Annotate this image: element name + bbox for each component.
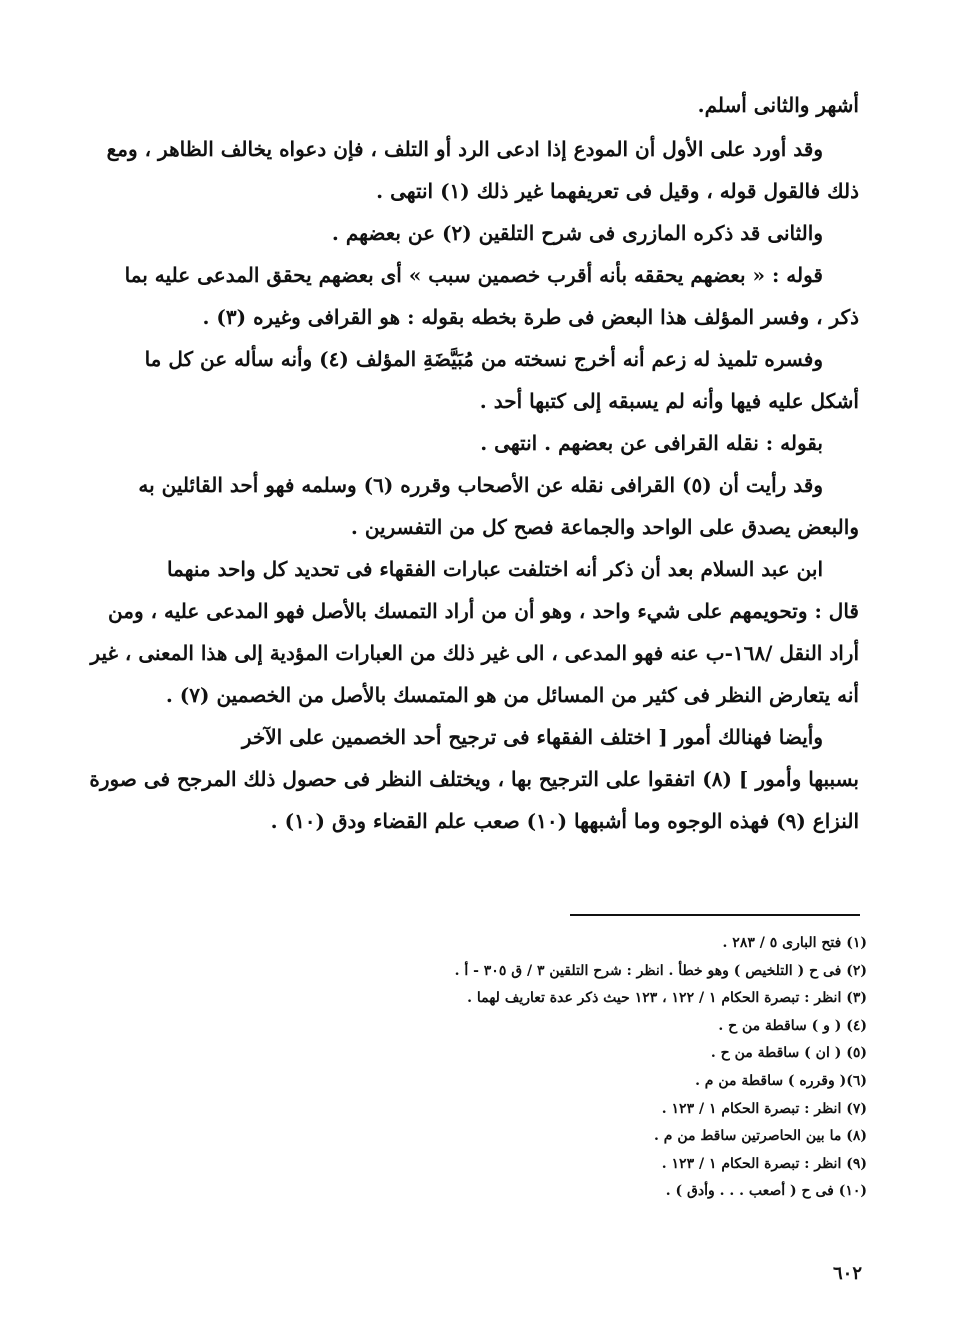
paragraph — [80, 254, 859, 338]
footnote: (٧) انظر : تبصرة الحكام ١ / ١٢٣ . — [661, 1100, 867, 1117]
body-text — [80, 84, 859, 842]
text-line: أراد النقل /١٦٨-ب عنه فهو المدعى ، الى غير ذلك من العبارات المؤدية إلى هذا المعنى ، غير — [90, 641, 859, 665]
footnote: (٥) ( ان ) ساقطة من ح . — [710, 1045, 867, 1062]
text-line: وفسره تلميذ له زعم أنه أخرج نسخته من مُبَيَّضَةِ المؤلف (٤) وأنه سأله عن كل ما — [144, 347, 823, 371]
text-line: وقد أورد على الأول أن المودع إذا ادعى الرد أو التلف ، فإن دعواه يخالف الظاهر ، ومع — [106, 137, 823, 161]
footnote: (٨) ما بين الحاصرتين ساقط من م . — [654, 1128, 867, 1145]
text-line: والبعض يصدق على الواحد والجماعة فصح كل من التفسرين . — [350, 515, 859, 539]
text-line: وقد رأيت أن (٥) القرافى نقله عن الأصحاب وقرره (٦) وسلمه فهو أحد القائلين به — [138, 473, 823, 497]
page-number: ٦٠٢ — [832, 1263, 862, 1284]
footnote: (٩) انظر : تبصرة الحكام ١ / ١٢٣ . — [661, 1155, 867, 1172]
text-line: وأيضا فهنالك أمور [ اختلف الفقهاء فى ترجيح أحد الخصمين على الآخر — [241, 725, 823, 749]
text-line: أشهر والثانى أسلم. — [697, 93, 859, 117]
footnote: (٣) انظر : تبصرة الحكام ١ / ١٢٢ ، ١٢٣ حيث ذكر عدة تعاريف لهما . — [467, 990, 867, 1007]
paragraph — [80, 128, 859, 212]
footnote: (١٠) فى ح ( أصعب . . . وأدق ) . — [665, 1183, 867, 1200]
text-line: النزاع (٩) فهذه الوجوه وما أشبهها (١٠) صعب علم القضاء ودق (١٠) . — [270, 809, 859, 833]
footnote: (٤) ( و ) ساقطة من ح . — [718, 1017, 867, 1034]
text-line: والثانى قد ذكره المازرى فى شرح التلقين (٢) عن بعضهم . — [331, 221, 823, 245]
paragraph — [80, 212, 859, 254]
paragraph — [80, 84, 859, 126]
text-line: بسببها وأمور ] (٨) اتفقوا على الترجيح بها ، ويختلف النظر فى حصول ذلك المرجح فى صورة — [89, 767, 859, 791]
paragraph — [80, 338, 859, 422]
text-line: قال : وتحويمهم على شيء واحد ، وهو أن من أراد التمسك بالأصل فهو المدعى عليه ، ومن — [108, 599, 859, 623]
text-line: ذلك فالقول قوله ، وقيل فى تعريفهما غير ذلك (١) انتهى . — [376, 179, 859, 203]
paragraph — [80, 716, 859, 842]
footnote: (١) فتح البارى ٥ / ٢٨٣ . — [722, 935, 867, 951]
text-line: أنه يتعارض النظر فى كثير من المسائل من هو المتمسك بالأصل من الخصمين (٧) . — [165, 683, 859, 707]
text-line: ذكر ، وفسر المؤلف هذا البعض فى طرة بخطه بقوله : هو القرافى وغيره (٣) . — [202, 305, 859, 329]
paragraph — [80, 548, 859, 716]
text-line: أشكل عليه فيها وأنه لم يسبقه إلى كتبها أحد . — [479, 389, 859, 413]
paragraph — [80, 464, 859, 548]
text-line: قوله : « بعضهم يحققه بأنه أقرب خصمين سبب » أى بعضهم يحقق المدعى عليه بما — [124, 263, 823, 287]
footnote: (٦)( وقرره ) ساقطة من م . — [695, 1072, 867, 1089]
footnote-separator — [570, 914, 860, 916]
paragraph — [80, 422, 859, 464]
footnotes — [120, 930, 867, 1206]
text-line: بقوله : نقله القرافى عن بعضهم . انتهى . — [480, 431, 823, 455]
footnote: (٢) فى ح ( التلخيص ) وهو خطأ . انظر : شرح التلقين ٣ / ق ٣٠٥ - أ . — [454, 962, 867, 979]
text-line: ابن عبد السلام بعد أن ذكر أنه اختلفت عبارات الفقهاء فى تحديد كل واحد منهما — [166, 557, 823, 581]
